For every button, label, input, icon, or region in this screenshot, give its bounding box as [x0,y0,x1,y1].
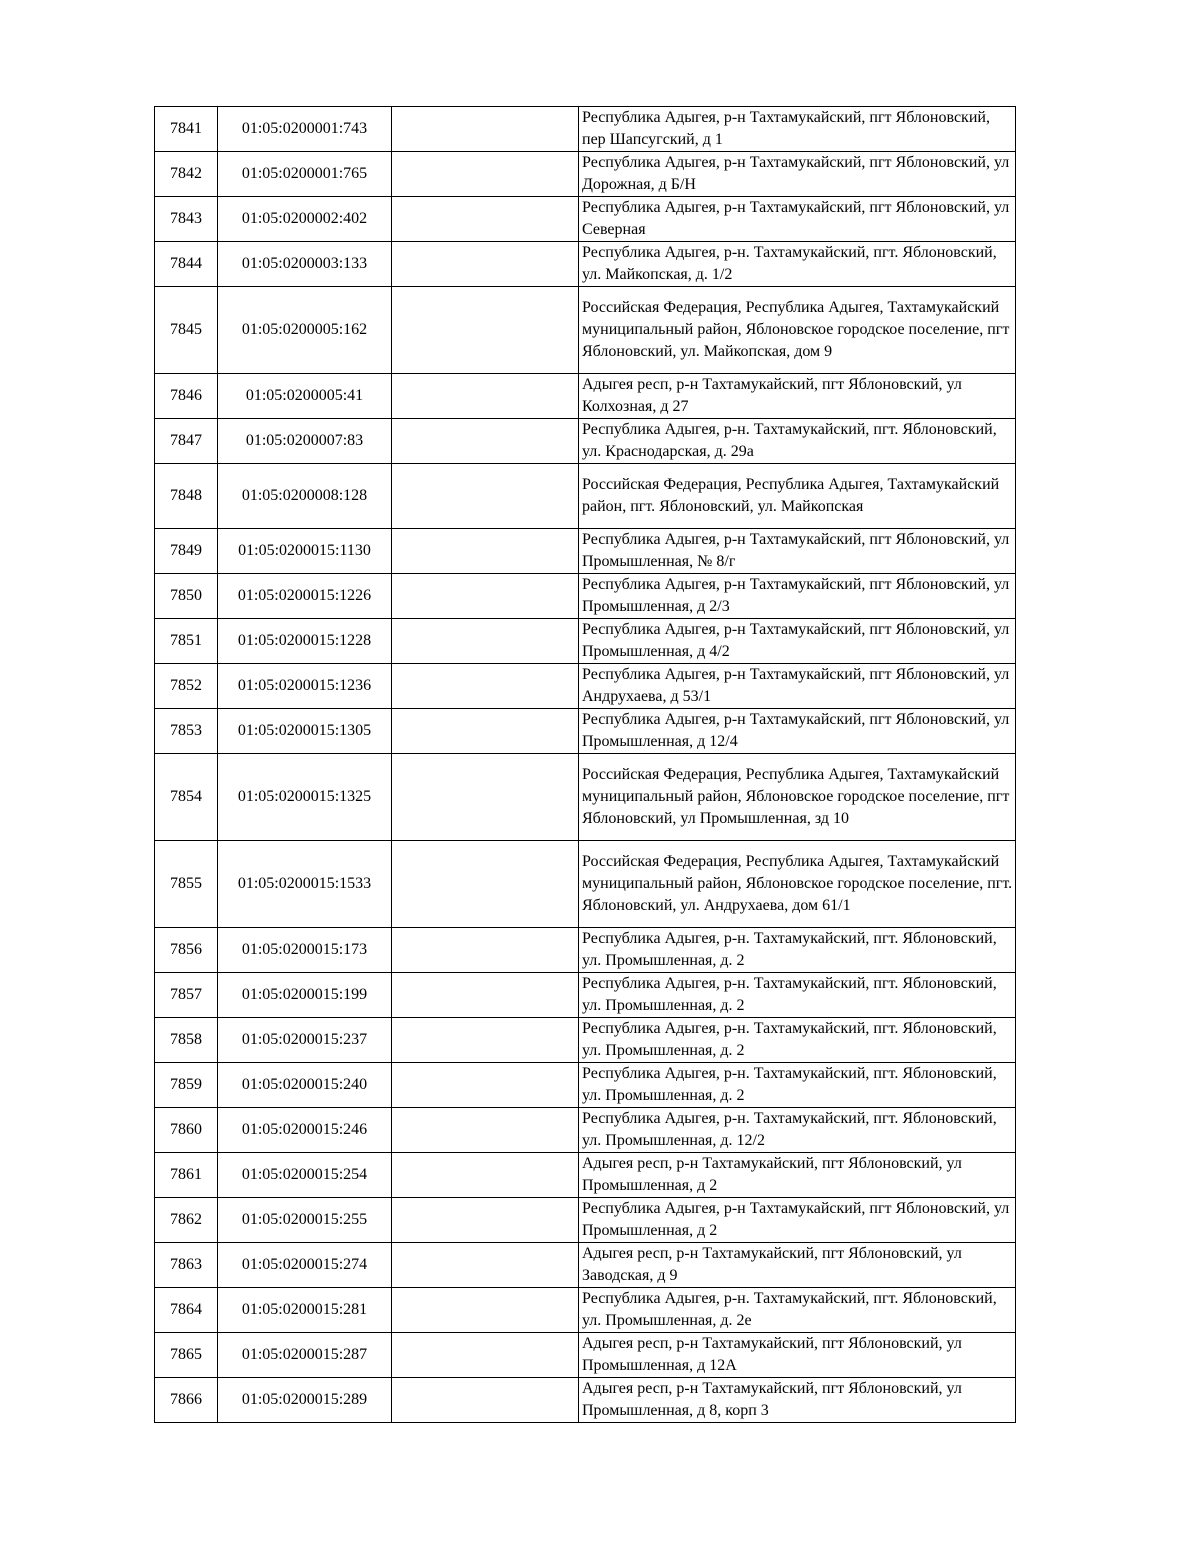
row-number-cell: 7858 [155,1018,218,1063]
empty-cell [392,841,579,928]
row-number-cell: 7854 [155,754,218,841]
cadastral-number-cell: 01:05:0200015:246 [218,1108,392,1153]
cadastral-number-cell: 01:05:0200015:237 [218,1018,392,1063]
row-number-cell: 7859 [155,1063,218,1108]
address-cell: Адыгея респ, р-н Тахтамукайский, пгт Яблоновский, ул Промышленная, д 12А [579,1333,1016,1378]
row-number-cell: 7856 [155,928,218,973]
empty-cell [392,1108,579,1153]
table-row [155,574,1016,619]
empty-cell [392,287,579,374]
row-number-cell: 7846 [155,374,218,419]
row-number-cell: 7841 [155,107,218,152]
address-cell: Республика Адыгея, р-н. Тахтамукайский, пгт. Яблоновский, ул. Промышленная, д. 2 [579,928,1016,973]
cadastral-number-cell: 01:05:0200015:1130 [218,529,392,574]
cadastral-number-cell: 01:05:0200001:765 [218,152,392,197]
address-cell: Республика Адыгея, р-н. Тахтамукайский, пгт. Яблоновский, ул. Промышленная, д. 2е [579,1288,1016,1333]
empty-cell [392,1018,579,1063]
empty-cell [392,574,579,619]
empty-cell [392,152,579,197]
table-row [155,287,1016,374]
table-row [155,1243,1016,1288]
address-cell: Республика Адыгея, р-н Тахтамукайский, пгт Яблоновский, ул Промышленная, д 2 [579,1198,1016,1243]
table-row [155,754,1016,841]
row-number-cell: 7864 [155,1288,218,1333]
empty-cell [392,464,579,529]
table-row [155,973,1016,1018]
empty-cell [392,754,579,841]
row-number-cell: 7848 [155,464,218,529]
table-row [155,619,1016,664]
empty-cell [392,529,579,574]
empty-cell [392,1198,579,1243]
table-row [155,197,1016,242]
empty-cell [392,928,579,973]
table-row [155,928,1016,973]
empty-cell [392,1378,579,1423]
empty-cell [392,709,579,754]
row-number-cell: 7844 [155,242,218,287]
address-cell: Республика Адыгея, р-н Тахтамукайский, пгт Яблоновский, пер Шапсугский, д 1 [579,107,1016,152]
row-number-cell: 7866 [155,1378,218,1423]
table-row [155,709,1016,754]
row-number-cell: 7843 [155,197,218,242]
row-number-cell: 7847 [155,419,218,464]
table-row [155,1378,1016,1423]
cadastral-number-cell: 01:05:0200015:1325 [218,754,392,841]
empty-cell [392,107,579,152]
address-cell: Республика Адыгея, р-н Тахтамукайский, пгт Яблоновский, ул Промышленная, д 2/3 [579,574,1016,619]
empty-cell [392,242,579,287]
row-number-cell: 7863 [155,1243,218,1288]
address-cell: Республика Адыгея, р-н. Тахтамукайский, пгт. Яблоновский, ул. Майкопская, д. 1/2 [579,242,1016,287]
address-cell: Российская Федерация, Республика Адыгея, Тахтамукайский муниципальный район, Яблоновское городское поселение, пгт Яблоновский, ул Промышленная, зд 10 [579,754,1016,841]
row-number-cell: 7862 [155,1198,218,1243]
table-row [155,1063,1016,1108]
address-cell: Республика Адыгея, р-н Тахтамукайский, пгт Яблоновский, ул Промышленная, д 4/2 [579,619,1016,664]
cadastral-number-cell: 01:05:0200003:133 [218,242,392,287]
row-number-cell: 7857 [155,973,218,1018]
empty-cell [392,1063,579,1108]
cadastral-number-cell: 01:05:0200007:83 [218,419,392,464]
address-cell: Адыгея респ, р-н Тахтамукайский, пгт Яблоновский, ул Заводская, д 9 [579,1243,1016,1288]
row-number-cell: 7855 [155,841,218,928]
empty-cell [392,1153,579,1198]
address-cell: Адыгея респ, р-н Тахтамукайский, пгт Яблоновский, ул Промышленная, д 2 [579,1153,1016,1198]
table-row [155,841,1016,928]
empty-cell [392,374,579,419]
table-row [155,529,1016,574]
row-number-cell: 7842 [155,152,218,197]
table-row [155,464,1016,529]
address-cell: Республика Адыгея, р-н. Тахтамукайский, пгт. Яблоновский, ул. Промышленная, д. 2 [579,1063,1016,1108]
empty-cell [392,1333,579,1378]
cadastral-number-cell: 01:05:0200015:289 [218,1378,392,1423]
empty-cell [392,419,579,464]
address-cell: Адыгея респ, р-н Тахтамукайский, пгт Яблоновский, ул Промышленная, д 8, корп 3 [579,1378,1016,1423]
address-cell: Российская Федерация, Республика Адыгея, Тахтамукайский муниципальный район, Яблоновское городское поселение, пгт. Яблоновский, ул. Андрухаева, дом 61/1 [579,841,1016,928]
address-cell: Российская Федерация, Республика Адыгея, Тахтамукайский район, пгт. Яблоновский, ул. Майкопская [579,464,1016,529]
address-cell: Республика Адыгея, р-н Тахтамукайский, пгт Яблоновский, ул Промышленная, № 8/г [579,529,1016,574]
cadastral-number-cell: 01:05:0200002:402 [218,197,392,242]
cadastral-number-cell: 01:05:0200015:281 [218,1288,392,1333]
cadastral-number-cell: 01:05:0200015:274 [218,1243,392,1288]
address-cell: Республика Адыгея, р-н Тахтамукайский, пгт Яблоновский, ул Андрухаева, д 53/1 [579,664,1016,709]
row-number-cell: 7849 [155,529,218,574]
cadastral-number-cell: 01:05:0200015:254 [218,1153,392,1198]
row-number-cell: 7860 [155,1108,218,1153]
table-row [155,242,1016,287]
cadastral-number-cell: 01:05:0200008:128 [218,464,392,529]
empty-cell [392,197,579,242]
row-number-cell: 7853 [155,709,218,754]
cadastral-number-cell: 01:05:0200015:199 [218,973,392,1018]
table-row [155,107,1016,152]
table-row [155,664,1016,709]
empty-cell [392,619,579,664]
address-cell: Российская Федерация, Республика Адыгея, Тахтамукайский муниципальный район, Яблоновское городское поселение, пгт Яблоновский, ул. Майкопская, дом 9 [579,287,1016,374]
cadastral-number-cell: 01:05:0200001:743 [218,107,392,152]
cadastral-number-cell: 01:05:0200005:41 [218,374,392,419]
empty-cell [392,1243,579,1288]
cadastral-number-cell: 01:05:0200015:1236 [218,664,392,709]
table-row [155,1288,1016,1333]
table-row [155,1153,1016,1198]
empty-cell [392,1288,579,1333]
table-row [155,1198,1016,1243]
row-number-cell: 7865 [155,1333,218,1378]
address-cell: Республика Адыгея, р-н. Тахтамукайский, пгт. Яблоновский, ул. Промышленная, д. 2 [579,1018,1016,1063]
table-row [155,374,1016,419]
address-cell: Республика Адыгея, р-н. Тахтамукайский, пгт. Яблоновский, ул. Промышленная, д. 12/2 [579,1108,1016,1153]
address-cell: Республика Адыгея, р-н. Тахтамукайский, пгт. Яблоновский, ул. Краснодарская, д. 29а [579,419,1016,464]
empty-cell [392,973,579,1018]
table-row [155,1018,1016,1063]
table-body [155,107,1016,1423]
row-number-cell: 7852 [155,664,218,709]
row-number-cell: 7850 [155,574,218,619]
table-row [155,152,1016,197]
address-register-table [154,106,1016,1423]
cadastral-number-cell: 01:05:0200015:1228 [218,619,392,664]
row-number-cell: 7851 [155,619,218,664]
empty-cell [392,664,579,709]
cadastral-number-cell: 01:05:0200015:287 [218,1333,392,1378]
table-row [155,419,1016,464]
table-row [155,1333,1016,1378]
cadastral-number-cell: 01:05:0200015:1226 [218,574,392,619]
row-number-cell: 7861 [155,1153,218,1198]
cadastral-number-cell: 01:05:0200005:162 [218,287,392,374]
address-cell: Адыгея респ, р-н Тахтамукайский, пгт Яблоновский, ул Колхозная, д 27 [579,374,1016,419]
cadastral-number-cell: 01:05:0200015:1305 [218,709,392,754]
address-cell: Республика Адыгея, р-н Тахтамукайский, пгт Яблоновский, ул Северная [579,197,1016,242]
row-number-cell: 7845 [155,287,218,374]
address-cell: Республика Адыгея, р-н. Тахтамукайский, пгт. Яблоновский, ул. Промышленная, д. 2 [579,973,1016,1018]
cadastral-number-cell: 01:05:0200015:1533 [218,841,392,928]
address-cell: Республика Адыгея, р-н Тахтамукайский, пгт Яблоновский, ул Промышленная, д 12/4 [579,709,1016,754]
address-cell: Республика Адыгея, р-н Тахтамукайский, пгт Яблоновский, ул Дорожная, д Б/Н [579,152,1016,197]
cadastral-number-cell: 01:05:0200015:173 [218,928,392,973]
cadastral-number-cell: 01:05:0200015:255 [218,1198,392,1243]
cadastral-number-cell: 01:05:0200015:240 [218,1063,392,1108]
table-row [155,1108,1016,1153]
